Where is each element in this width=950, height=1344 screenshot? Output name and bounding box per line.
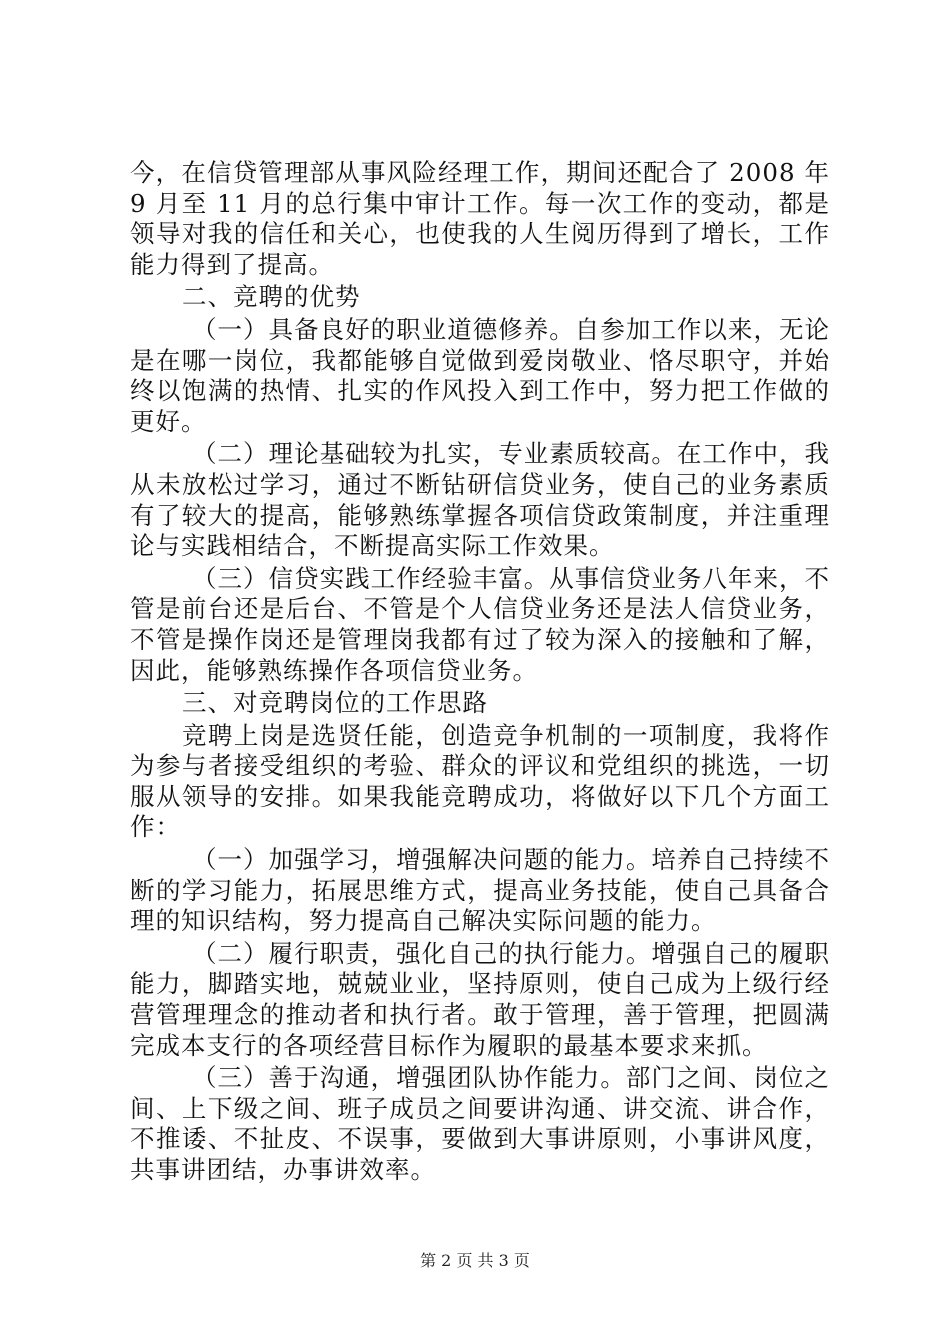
paragraph-continued: 今，在信贷管理部从事风险经理工作，期间还配合了 2008 年 9 月至 11 月的总行集中审计工作。每一次工作的变动，都是领导对我的信任和关心，也使我的人生阅历得到了增长，工作能力得到了提高。 — [130, 158, 830, 279]
paragraph-advantage-1: （一）具备良好的职业道德修养。自参加工作以来，无论是在哪一岗位，我都能够自觉做到爱岗敬业、恪尽职守，并始终以饱满的热情、扎实的作风投入到工作中，努力把工作做的更好。 — [130, 314, 830, 436]
paragraph-approach-3: （三）善于沟通，增强团队协作能力。部门之间、岗位之间、上下级之间、班子成员之间要讲沟通、讲交流、讲合作，不推诿、不扯皮、不误事，要做到大事讲原则，小事讲风度，共事讲团结，办事讲效率。 — [130, 1063, 830, 1184]
paragraph-approach-2: （二）履行职责，强化自己的执行能力。增强自己的履职能力，脚踏实地，兢兢业业，坚持原则，使自己成为上级行经营管理理念的推动者和执行者。敢于管理，善于管理，把圆满完成本支行的各项经营目标作为履职的最基本要求来抓。 — [130, 938, 830, 1060]
paragraph-approach-intro: 竞聘上岗是选贤任能，创造竞争机制的一项制度，我将作为参与者接受组织的考验、群众的评议和党组织的挑选，一切服从领导的安排。如果我能竞聘成功，将做好以下几个方面工作： — [130, 720, 830, 842]
document-body — [130, 158, 830, 1188]
paragraph-advantage-3: （三）信贷实践工作经验丰富。从事信贷业务八年来，不管是前台还是后台、不管是个人信贷业务还是法人信贷业务，不管是操作岗还是管理岗我都有过了较为深入的接触和了解，因此，能够熟练操作各项信贷业务。 — [130, 563, 830, 685]
paragraph-advantage-2: （二）理论基础较为扎实，专业素质较高。在工作中，我从未放松过学习，通过不断钻研信贷业务，使自己的业务素质有了较大的提高，能够熟练掌握各项信贷政策制度，并注重理论与实践相结合，不断提高实际工作效果。 — [130, 439, 830, 561]
section-heading-2: 二、竞聘的优势 — [182, 282, 361, 312]
section-heading-3: 三、对竞聘岗位的工作思路 — [182, 688, 488, 718]
paragraph-approach-1: （一）加强学习，增强解决问题的能力。培养自己持续不断的学习能力，拓展思维方式，提高业务技能，使自己具备合理的知识结构，努力提高自己解决实际问题的能力。 — [130, 845, 830, 936]
page-number-footer: 第 2 页 共 3 页 — [420, 1251, 530, 1270]
